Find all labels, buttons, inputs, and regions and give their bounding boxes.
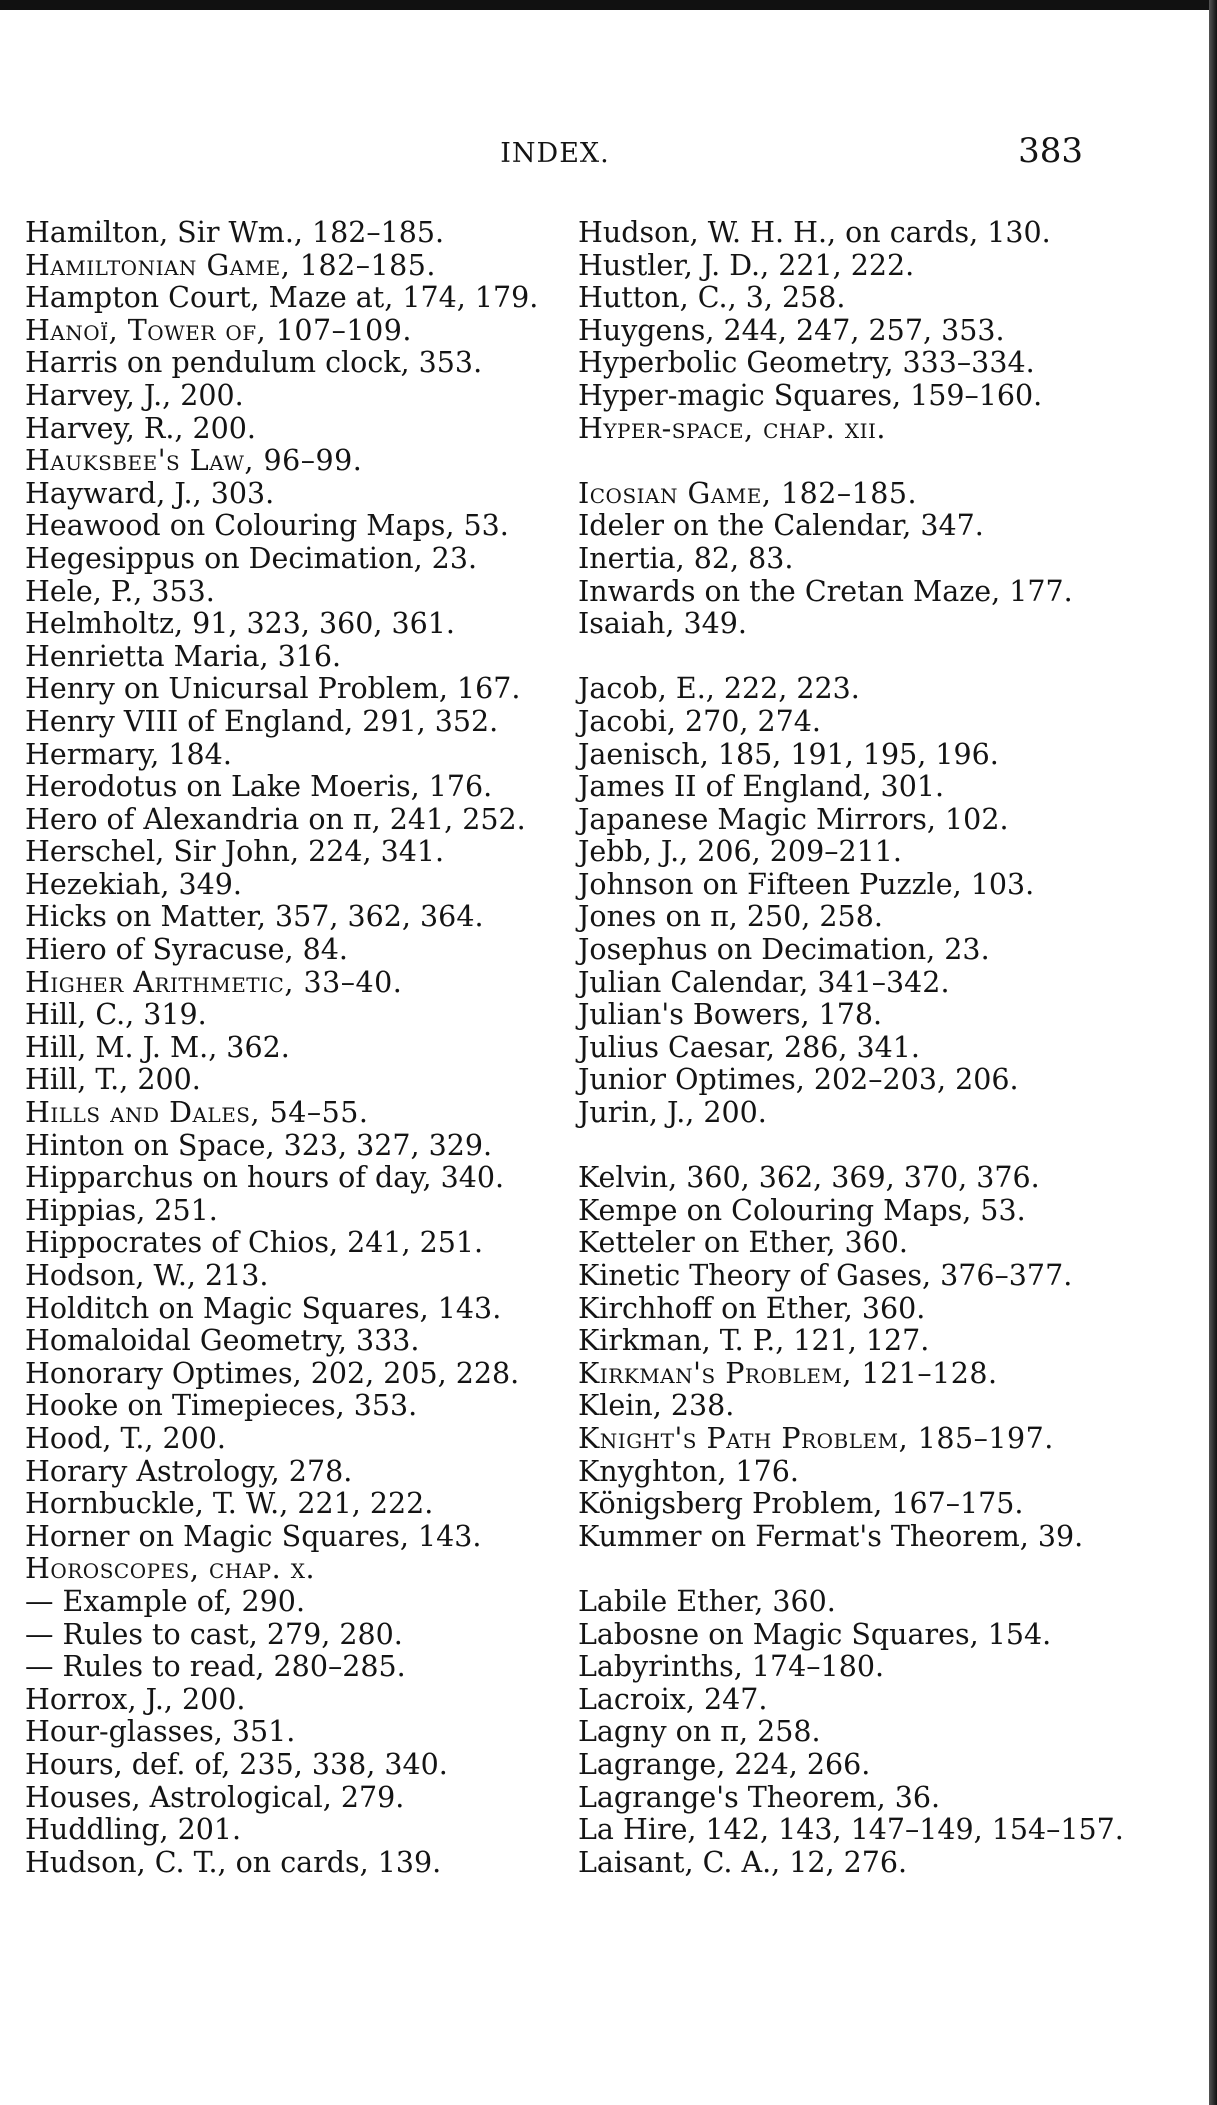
- index-entry: Lagny on π, 258.: [578, 1715, 821, 1749]
- index-entry: Hampton Court, Maze at, 174, 179.: [25, 281, 539, 315]
- index-spacer: [578, 1130, 1124, 1163]
- index-entry: Kirchhoff on Ether, 360.: [578, 1291, 926, 1325]
- index-entry: Kirkman, T. P., 121, 127.: [578, 1324, 930, 1358]
- index-entry: Junior Optimes, 202–203, 206.: [578, 1063, 1019, 1097]
- index-entry: Harris on pendulum clock, 353.: [25, 346, 483, 380]
- index-entry: Kummer on Fermat's Theorem, 39.: [578, 1519, 1084, 1553]
- page-right-edge: [1209, 0, 1217, 2105]
- index-entry: Hayward, J., 303.: [25, 476, 275, 510]
- index-entry: Heawood on Colouring Maps, 53.: [25, 509, 509, 543]
- index-entry: Herschel, Sir John, 224, 341.: [25, 835, 445, 869]
- index-entry: Königsberg Problem, 167–175.: [578, 1487, 1024, 1521]
- index-entry: Hezekiah, 349.: [25, 867, 242, 901]
- index-entry: Inertia, 82, 83.: [578, 541, 794, 575]
- index-entry: Jebb, J., 206, 209–211.: [578, 835, 902, 869]
- index-entry: Hodson, W., 213.: [25, 1259, 269, 1292]
- index-entry: Hood, T., 200.: [25, 1421, 226, 1455]
- index-entry: Johnson on Fifteen Puzzle, 103.: [578, 867, 1035, 901]
- index-entry: Hero of Alexandria on π, 241, 252.: [25, 802, 526, 836]
- index-entry: Ideler on the Calendar, 347.: [578, 509, 984, 543]
- index-entry: Labyrinths, 174–180.: [578, 1650, 885, 1684]
- index-entry: Hipparchus on hours of day, 340.: [25, 1161, 505, 1195]
- index-entry: Jacob, E., 222, 223.: [578, 672, 860, 706]
- index-entry: Henry on Unicursal Problem, 167.: [25, 672, 521, 706]
- index-entry: Henry VIII of England, 291, 352.: [25, 704, 499, 738]
- index-entry: Hamiltonian Game, 182–185.: [25, 248, 436, 282]
- index-spacer: [578, 1553, 1124, 1586]
- index-entry: Hauksbee's Law, 96–99.: [25, 444, 363, 478]
- index-entry: Jones on π, 250, 258.: [578, 900, 883, 934]
- index-entry: Labile Ether, 360.: [578, 1584, 836, 1618]
- page-number: 383: [1018, 131, 1083, 171]
- index-entry: Josephus on Decimation, 23.: [578, 933, 990, 967]
- index-entry: Julius Caesar, 286, 341.: [578, 1030, 920, 1064]
- index-entry: Hill, M. J. M., 362.: [25, 1030, 290, 1064]
- index-entry: Lacroix, 247.: [578, 1682, 768, 1716]
- index-entry: Hornbuckle, T. W., 221, 222.: [25, 1487, 434, 1521]
- page-top-edge: [0, 0, 1217, 10]
- index-column-right: [578, 217, 1124, 1879]
- index-entry: Julian Calendar, 341–342.: [578, 965, 950, 999]
- index-entry: Hinton on Space, 323, 327, 329.: [25, 1128, 493, 1162]
- index-entry: — Rules to read, 280–285.: [25, 1650, 406, 1684]
- index-entry: Hegesippus on Decimation, 23.: [25, 541, 478, 575]
- index-entry: Labosne on Magic Squares, 154.: [578, 1617, 1052, 1651]
- index-entry: Hicks on Matter, 357, 362, 364.: [25, 900, 484, 934]
- index-entry: La Hire, 142, 143, 147–149, 154–157.: [578, 1813, 1124, 1847]
- index-entry: Knight's Path Problem, 185–197.: [578, 1421, 1054, 1455]
- index-entry: Julian's Bowers, 178.: [578, 998, 883, 1032]
- index-entry: Horary Astrology, 278.: [25, 1454, 353, 1488]
- index-entry: Hooke on Timepieces, 353.: [25, 1389, 418, 1423]
- index-entry: Kinetic Theory of Gases, 376–377.: [578, 1259, 1073, 1292]
- index-entry: Laisant, C. A., 12, 276.: [578, 1845, 908, 1879]
- index-entry: Hamilton, Sir Wm., 182–185.: [25, 216, 445, 249]
- index-entry: Isaiah, 349.: [578, 607, 747, 641]
- index-entry: Jacobi, 270, 274.: [578, 704, 821, 738]
- index-entry: Hyper-space, chap. xii.: [578, 411, 886, 445]
- index-entry: — Example of, 290.: [25, 1584, 306, 1618]
- index-entry: Inwards on the Cretan Maze, 177.: [578, 574, 1073, 608]
- index-entry: Huygens, 244, 247, 257, 353.: [578, 313, 1005, 347]
- index-entry: Hyperbolic Geometry, 333–334.: [578, 346, 1035, 380]
- index-entry: Hutton, C., 3, 258.: [578, 281, 846, 315]
- index-entry: Hill, T., 200.: [25, 1063, 201, 1097]
- index-entry: Homaloidal Geometry, 333.: [25, 1324, 420, 1358]
- index-entry: Hippias, 251.: [25, 1193, 218, 1227]
- index-entry: Lagrange's Theorem, 36.: [578, 1780, 941, 1814]
- index-spacer: [578, 445, 1124, 478]
- index-entry: Holditch on Magic Squares, 143.: [25, 1291, 502, 1325]
- index-entry: Hippocrates of Chios, 241, 251.: [25, 1226, 484, 1260]
- index-entry: Hudson, C. T., on cards, 139.: [25, 1845, 442, 1879]
- index-entry: Jaenisch, 185, 191, 195, 196.: [578, 737, 999, 771]
- index-entry: Hanoï, Tower of, 107–109.: [25, 313, 412, 347]
- index-entry: Ketteler on Ether, 360.: [578, 1226, 908, 1260]
- index-entry: Higher Arithmetic, 33–40.: [25, 965, 403, 999]
- index-entry: Hours, def. of, 235, 338, 340.: [25, 1747, 448, 1781]
- index-entry: Kirkman's Problem, 121–128.: [578, 1356, 998, 1390]
- index-entry: Japanese Magic Mirrors, 102.: [578, 802, 1009, 836]
- index-entry: Kelvin, 360, 362, 369, 370, 376.: [578, 1161, 1040, 1195]
- index-entry: Huddling, 201.: [25, 1813, 242, 1847]
- index-entry: Harvey, R., 200.: [25, 411, 256, 445]
- index-entry: Klein, 238.: [578, 1389, 735, 1423]
- index-entry: Hermary, 184.: [25, 737, 232, 771]
- index-entry: Hudson, W. H. H., on cards, 130.: [578, 216, 1051, 249]
- index-column-left: [25, 217, 538, 1879]
- index-entry: Horner on Magic Squares, 143.: [25, 1519, 482, 1553]
- index-entry: Hustler, J. D., 221, 222.: [578, 248, 915, 282]
- index-entry: Horrox, J., 200.: [25, 1682, 246, 1716]
- index-entry: Hills and Dales, 54–55.: [25, 1096, 369, 1130]
- index-entry: Hiero of Syracuse, 84.: [25, 933, 348, 967]
- index-entry: Henrietta Maria, 316.: [25, 639, 342, 673]
- index-entry: Jurin, J., 200.: [578, 1096, 767, 1130]
- index-entry: James II of England, 301.: [578, 770, 945, 804]
- index-entry: Knyghton, 176.: [578, 1454, 799, 1488]
- index-entry: Hill, C., 319.: [25, 998, 207, 1032]
- index-entry: Hele, P., 353.: [25, 574, 215, 608]
- index-entry: — Rules to cast, 279, 280.: [25, 1617, 403, 1651]
- index-entry: Herodotus on Lake Moeris, 176.: [25, 770, 493, 804]
- index-entry: Kempe on Colouring Maps, 53.: [578, 1193, 1026, 1227]
- index-entry: Honorary Optimes, 202, 205, 228.: [25, 1356, 520, 1390]
- index-entry: Hyper-magic Squares, 159–160.: [578, 378, 1043, 412]
- page-title: INDEX.: [500, 138, 610, 169]
- index-entry: Harvey, J., 200.: [25, 378, 244, 412]
- index-entry: Helmholtz, 91, 323, 360, 361.: [25, 607, 455, 641]
- index-entry: Houses, Astrological, 279.: [25, 1780, 405, 1814]
- index-entry: Horoscopes, chap. x.: [25, 1552, 316, 1586]
- index-entry: Icosian Game, 182–185.: [578, 476, 918, 510]
- index-entry: Hour-glasses, 351.: [25, 1715, 296, 1749]
- index-entry: Lagrange, 224, 266.: [578, 1747, 871, 1781]
- index-spacer: [578, 641, 1124, 674]
